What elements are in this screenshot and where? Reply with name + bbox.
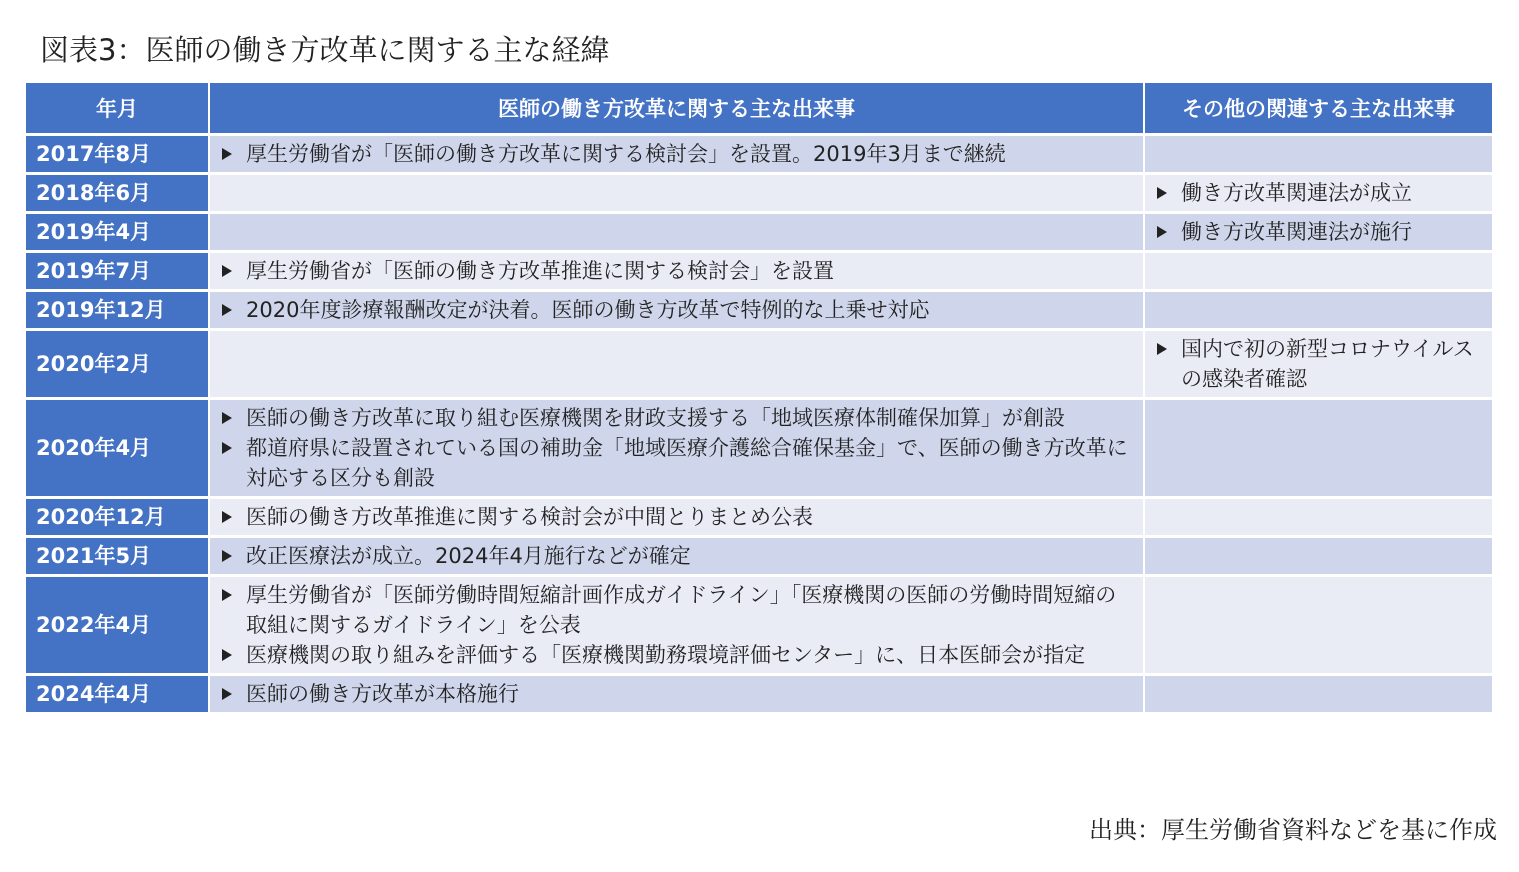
row-other-events: [1145, 214, 1492, 250]
row-other-events: [1145, 175, 1492, 211]
row-main-events: [210, 676, 1145, 712]
header-other-events: その他の関連する主な出来事: [1145, 83, 1492, 133]
event-item: 国内で初の新型コロナウイルスの感染者確認: [1153, 334, 1484, 394]
event-list: [1153, 217, 1484, 247]
table-row: [26, 676, 1492, 712]
header-main-events: 医師の働き方改革に関する主な出来事: [210, 83, 1145, 133]
event-list: [218, 295, 1135, 325]
page-title: 図表3：医師の働き方改革に関する主な経緯: [40, 33, 610, 67]
row-main-events: [210, 292, 1145, 328]
event-item: 働き方改革関連法が施行: [1153, 217, 1484, 247]
table-row: [26, 175, 1492, 211]
table-row: [26, 499, 1492, 535]
event-list: [218, 403, 1135, 493]
event-item: 厚生労働省が「医師労働時間短縮計画作成ガイドライン」「医療機関の医師の労働時間短縮の取組に関するガイドライン」を公表: [218, 580, 1135, 640]
row-main-events: [210, 214, 1145, 250]
event-item: 2020年度診療報酬改定が決着。医師の働き方改革で特例的な上乗せ対応: [218, 295, 1135, 325]
row-date: 2021年5月: [26, 538, 210, 574]
event-item: 改正医療法が成立。2024年4月施行などが確定: [218, 541, 1135, 571]
row-date: 2020年2月: [26, 331, 210, 397]
event-item: 医師の働き方改革に取り組む医療機関を財政支援する「地域医療体制確保加算」が創設: [218, 403, 1135, 433]
row-main-events: [210, 136, 1145, 172]
event-list: [218, 256, 1135, 286]
row-date: 2024年4月: [26, 676, 210, 712]
event-list: [218, 502, 1135, 532]
row-other-events: [1145, 538, 1492, 574]
event-list: [218, 679, 1135, 709]
row-date: 2017年8月: [26, 136, 210, 172]
event-item: 医師の働き方改革が本格施行: [218, 679, 1135, 709]
row-other-events: [1145, 577, 1492, 673]
table-row: [26, 538, 1492, 574]
table-body: [26, 136, 1492, 712]
event-item: 医療機関の取り組みを評価する「医療機関勤務環境評価センター」に、日本医師会が指定: [218, 640, 1135, 670]
event-list: [1153, 334, 1484, 394]
event-list: [1153, 178, 1484, 208]
source-note: 出典：厚生労働省資料などを基に作成: [1089, 816, 1497, 844]
event-list: [218, 580, 1135, 670]
row-date: 2019年12月: [26, 292, 210, 328]
row-date: 2020年12月: [26, 499, 210, 535]
table-row: [26, 400, 1492, 496]
table-header-row: [26, 83, 1492, 133]
row-date: 2019年7月: [26, 253, 210, 289]
row-other-events: [1145, 499, 1492, 535]
table-row: [26, 331, 1492, 397]
header-date: 年月: [26, 83, 210, 133]
row-main-events: [210, 175, 1145, 211]
row-date: 2022年4月: [26, 577, 210, 673]
event-list: [218, 139, 1135, 169]
row-date: 2019年4月: [26, 214, 210, 250]
event-item: 医師の働き方改革推進に関する検討会が中間とりまとめ公表: [218, 502, 1135, 532]
row-date: 2020年4月: [26, 400, 210, 496]
event-item: 厚生労働省が「医師の働き方改革に関する検討会」を設置。2019年3月まで継続: [218, 139, 1135, 169]
table-row: [26, 136, 1492, 172]
table-row: [26, 577, 1492, 673]
event-item: 都道府県に設置されている国の補助金「地域医療介護総合確保基金」で、医師の働き方改革に対応する区分も創設: [218, 433, 1135, 493]
timeline-table: [26, 80, 1492, 715]
table-row: [26, 214, 1492, 250]
row-other-events: [1145, 253, 1492, 289]
event-list: [218, 541, 1135, 571]
row-other-events: [1145, 400, 1492, 496]
row-main-events: [210, 538, 1145, 574]
row-other-events: [1145, 292, 1492, 328]
table-row: [26, 292, 1492, 328]
row-main-events: [210, 331, 1145, 397]
row-main-events: [210, 400, 1145, 496]
table-row: [26, 253, 1492, 289]
row-main-events: [210, 253, 1145, 289]
row-main-events: [210, 499, 1145, 535]
row-main-events: [210, 577, 1145, 673]
row-other-events: [1145, 136, 1492, 172]
event-item: 働き方改革関連法が成立: [1153, 178, 1484, 208]
row-other-events: [1145, 676, 1492, 712]
row-other-events: [1145, 331, 1492, 397]
row-date: 2018年6月: [26, 175, 210, 211]
event-item: 厚生労働省が「医師の働き方改革推進に関する検討会」を設置: [218, 256, 1135, 286]
